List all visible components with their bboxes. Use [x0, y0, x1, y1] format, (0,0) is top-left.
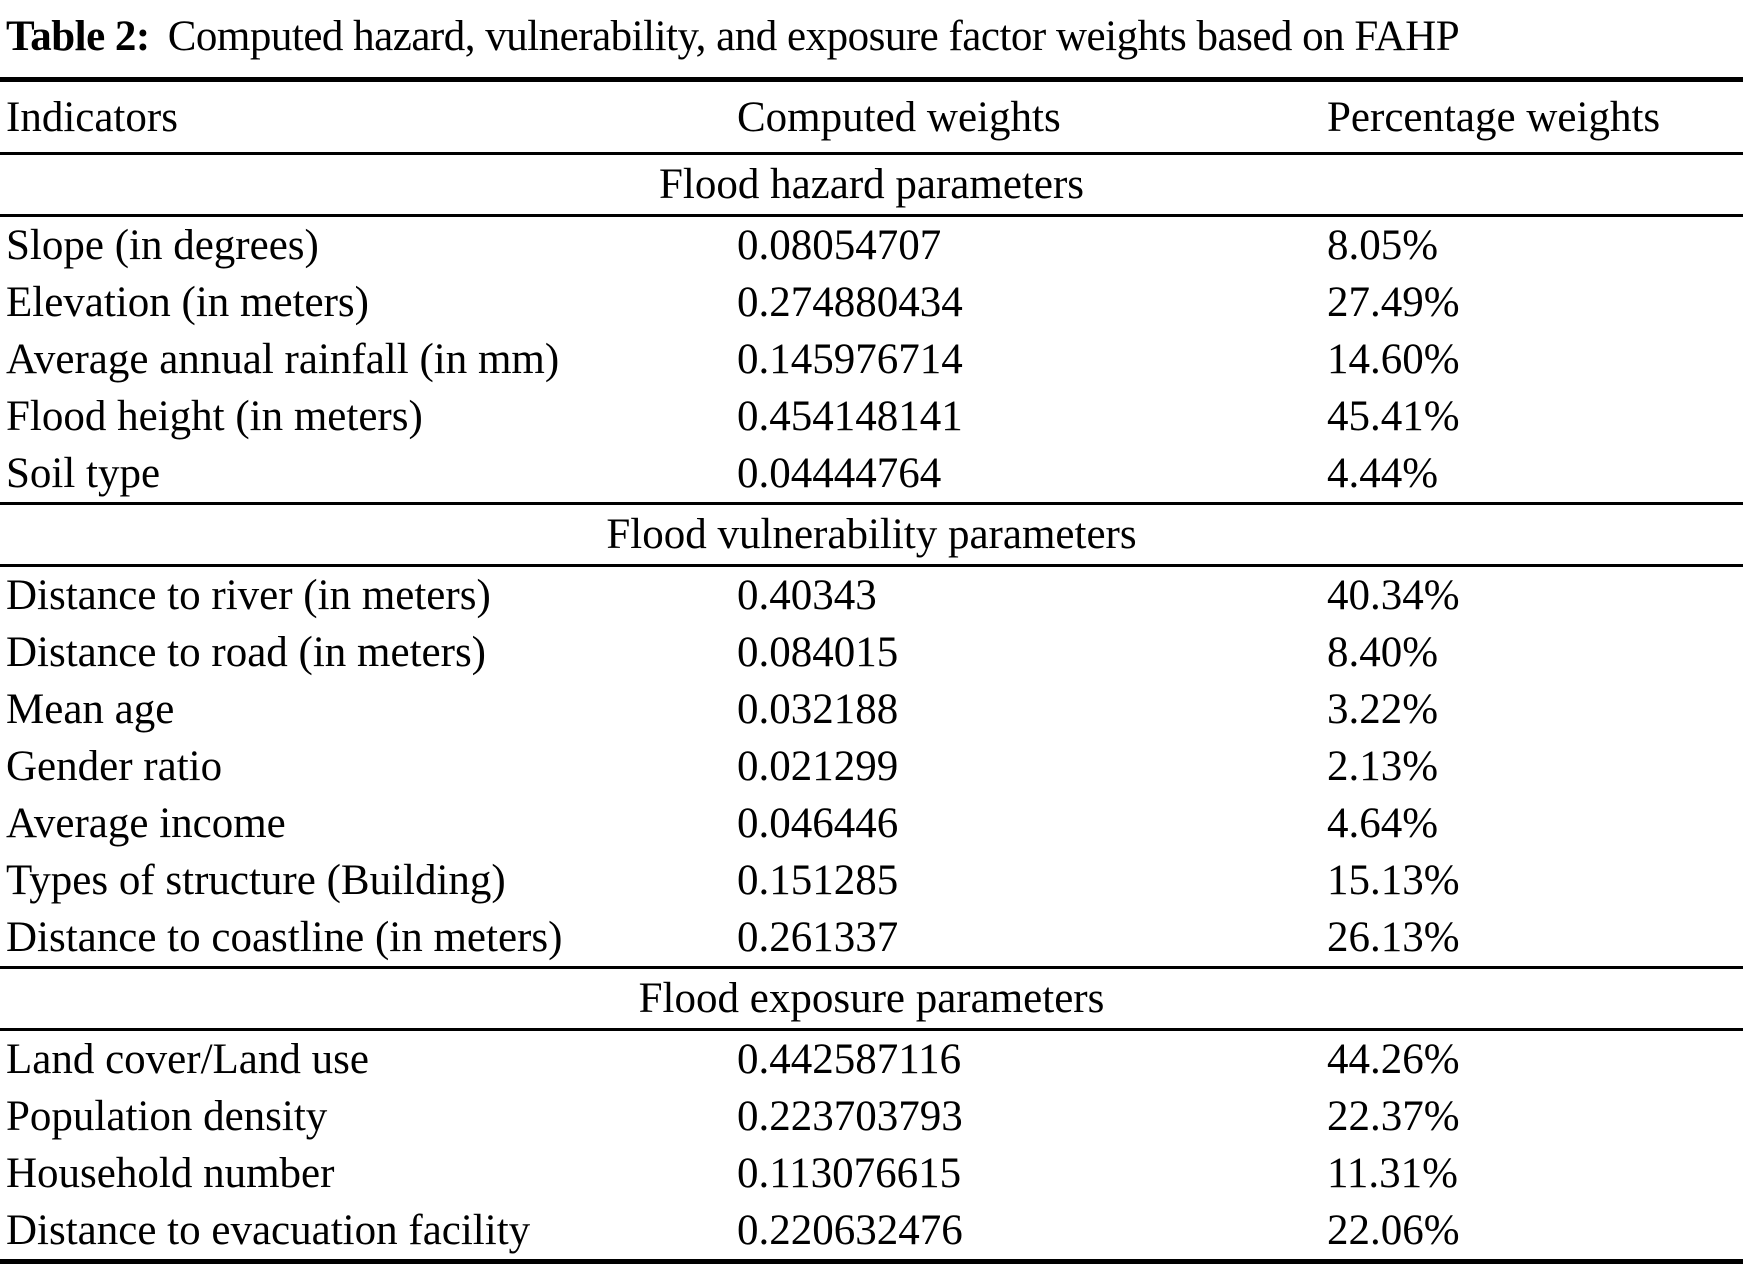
indicator-cell: Average income	[6, 800, 286, 847]
indicator-cell: Gender ratio	[6, 743, 223, 790]
table-row	[0, 388, 1743, 445]
percentage-weight-cell: 26.13%	[1327, 914, 1460, 961]
indicator-cell: Average annual rainfall (in mm)	[6, 336, 560, 383]
table-row	[0, 566, 1743, 625]
section-header-row	[0, 154, 1743, 216]
percentage-weight-cell: 22.37%	[1327, 1093, 1460, 1140]
indicator-cell: Distance to river (in meters)	[6, 572, 491, 619]
computed-weight-cell: 0.442587116	[737, 1036, 962, 1083]
section-header: Flood hazard parameters	[0, 154, 1743, 216]
computed-weight-cell: 0.220632476	[737, 1207, 963, 1254]
percentage-weight-cell: 3.22%	[1327, 686, 1439, 733]
indicator-cell: Distance to evacuation facility	[6, 1207, 531, 1254]
table-row	[0, 331, 1743, 388]
indicator-cell: Elevation (in meters)	[6, 279, 369, 326]
computed-weight-cell: 0.40343	[737, 572, 877, 619]
table-row	[0, 1088, 1743, 1145]
computed-weight-cell: 0.021299	[737, 743, 899, 790]
indicator-cell: Flood height (in meters)	[6, 393, 423, 440]
computed-weight-cell: 0.046446	[737, 800, 899, 847]
computed-weight-cell: 0.145976714	[737, 336, 963, 383]
section-header: Flood vulnerability parameters	[0, 504, 1743, 566]
indicator-cell: Population density	[6, 1093, 328, 1140]
percentage-weight-cell: 44.26%	[1327, 1036, 1460, 1083]
section-header-row	[0, 968, 1743, 1030]
indicator-cell: Soil type	[6, 450, 161, 497]
percentage-weight-cell: 2.13%	[1327, 743, 1439, 790]
percentage-weight-cell: 11.31%	[1327, 1150, 1458, 1197]
table-caption-label: Table 2:	[6, 13, 150, 60]
percentage-weight-cell: 15.13%	[1327, 857, 1460, 904]
percentage-weight-cell: 8.05%	[1327, 222, 1439, 269]
column-header-percentage-weights: Percentage weights	[1321, 80, 1743, 154]
table-row	[0, 681, 1743, 738]
table-row	[0, 624, 1743, 681]
computed-weight-cell: 0.084015	[737, 629, 899, 676]
computed-weight-cell: 0.151285	[737, 857, 899, 904]
indicator-cell: Household number	[6, 1150, 335, 1197]
percentage-weight-cell: 14.60%	[1327, 336, 1460, 383]
section-header-row	[0, 504, 1743, 566]
computed-weight-cell: 0.223703793	[737, 1093, 963, 1140]
column-header-row	[0, 80, 1743, 154]
table-row	[0, 216, 1743, 275]
column-header-indicators: Indicators	[0, 80, 731, 154]
fahp-weights-table	[0, 77, 1743, 1264]
indicator-cell: Slope (in degrees)	[6, 222, 319, 269]
table-row	[0, 274, 1743, 331]
percentage-weight-cell: 22.06%	[1327, 1207, 1460, 1254]
table-row	[0, 445, 1743, 504]
percentage-weight-cell: 8.40%	[1327, 629, 1439, 676]
computed-weight-cell: 0.113076615	[737, 1150, 962, 1197]
indicator-cell: Distance to road (in meters)	[6, 629, 486, 676]
indicator-cell: Types of structure (Building)	[6, 857, 506, 904]
computed-weight-cell: 0.261337	[737, 914, 899, 961]
percentage-weight-cell: 45.41%	[1327, 393, 1460, 440]
computed-weight-cell: 0.454148141	[737, 393, 963, 440]
computed-weight-cell: 0.08054707	[737, 222, 942, 269]
indicator-cell: Distance to coastline (in meters)	[6, 914, 563, 961]
column-header-computed-weights: Computed weights	[731, 80, 1321, 154]
table-row	[0, 852, 1743, 909]
computed-weight-cell: 0.032188	[737, 686, 899, 733]
table-caption	[0, 0, 1743, 77]
section-header: Flood exposure parameters	[0, 968, 1743, 1030]
computed-weight-cell: 0.04444764	[737, 450, 942, 497]
table-caption-text: Computed hazard, vulnerability, and exposure factor weights based on FAHP	[167, 13, 1460, 60]
percentage-weight-cell: 40.34%	[1327, 572, 1460, 619]
percentage-weight-cell: 4.64%	[1327, 800, 1439, 847]
table-row	[0, 1202, 1743, 1262]
percentage-weight-cell: 27.49%	[1327, 279, 1460, 326]
table-row	[0, 1030, 1743, 1089]
table-row	[0, 738, 1743, 795]
table-row	[0, 1145, 1743, 1202]
table-row	[0, 795, 1743, 852]
indicator-cell: Land cover/Land use	[6, 1036, 369, 1083]
table-row	[0, 909, 1743, 968]
computed-weight-cell: 0.274880434	[737, 279, 963, 326]
indicator-cell: Mean age	[6, 686, 175, 733]
percentage-weight-cell: 4.44%	[1327, 450, 1439, 497]
